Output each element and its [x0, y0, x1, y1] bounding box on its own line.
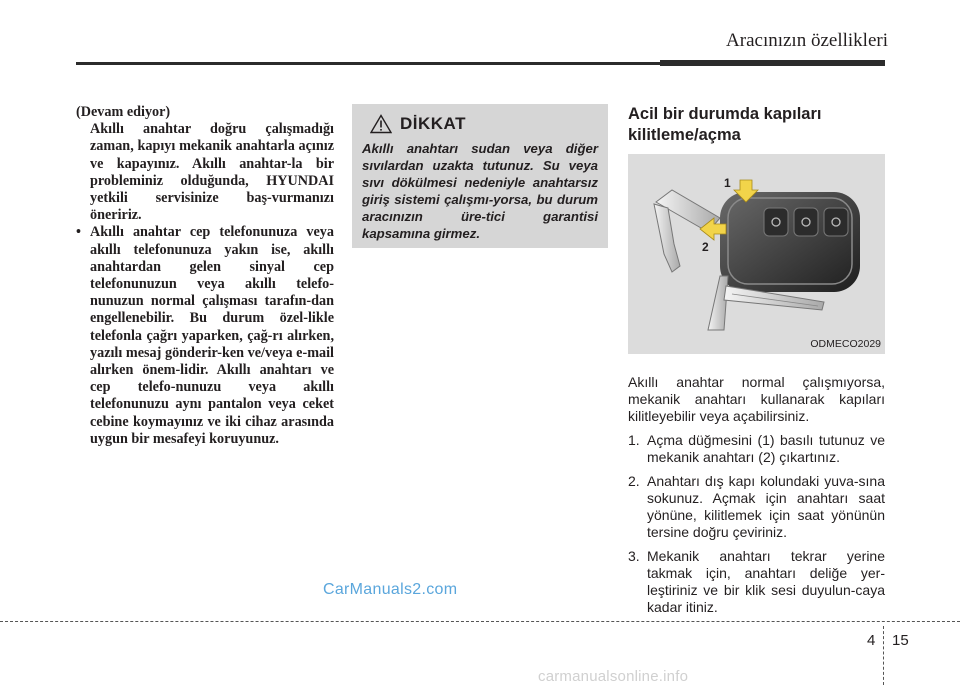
footer-rule	[0, 621, 960, 622]
section-title: Acil bir durumda kapıları kilitleme/açma	[628, 105, 822, 144]
right-column	[628, 104, 885, 623]
caution-box	[352, 104, 608, 248]
list-item	[628, 548, 885, 616]
list-item	[628, 432, 885, 466]
step-text: Anahtarı dış kapı kolundaki yuva-sına sokunuz. Açmak için anahtarı saat yönüne, kilitlemek için saat yönünün tersine doğru çeviriniz.	[647, 473, 885, 540]
step-number: 3.	[628, 548, 640, 564]
step-text: Mekanik anahtarı tekrar yerine takmak için, anahtarı deliğe yer-leştiriniz ve bir klik sesi duyulun-caya kadar itiniz.	[647, 548, 885, 615]
smart-key-malfunction-paragraph: Akıllı anahtar doğru çalışmadığı zaman, kapıyı mekanik anahtarla açınız ve kapayınız. Akıllı anahtar-la bir probleminiz olduğunda, HYUNDAI yetkili servisinize baş-vurmanızı öneririz.	[90, 121, 334, 224]
header-rule	[76, 62, 885, 65]
caution-text: Akıllı anahtarı sudan veya diğer sıvılardan uzakta tutunuz. Su veya sıvı dökülmesi nedeniyle anahtarsız giriş sistemi çalışmı-yorsa, bu durum aracınızın üre-tici garantisi kapsamına girmez.	[362, 141, 598, 241]
warning-triangle-icon	[370, 114, 392, 134]
left-column	[76, 104, 334, 448]
caution-header	[370, 114, 598, 134]
list-item	[628, 473, 885, 541]
figure-label-2: 2	[702, 240, 709, 254]
caution-title: DİKKAT	[400, 114, 466, 133]
bottom-watermark: carmanualsonline.info	[538, 668, 689, 685]
step-text: Açma düğmesini (1) basılı tutunuz ve mekanik anahtarı (2) çıkartınız.	[647, 432, 885, 465]
footer-divider	[883, 626, 884, 685]
smart-key-illustration	[628, 154, 885, 354]
smart-key-figure	[628, 154, 885, 354]
step-number: 2.	[628, 473, 640, 489]
phone-interference-bullet: • Akıllı anahtar cep telefonunuza veya akıllı telefonunuza yakın ise, akıllı anahtardan gelen sinyal cep telefonunuzun veya akıllı telefo-nunuzun normal çalışması tarafın-dan engellenebilir. Bu durum özel-likle telefonla çağrı yaparken, çağ-rı alırken, yazılı mesaj gönderir-ken ve/veya e-mail alırken önem-lidir. Akıllı anahtarı ve cep telefo-nunuzu veya akıllı telefonunuzu aynı pantalon veya ceket cebine koymayınız ve iki cihaz arasında uygun bir mesafeyi koruyunuz.	[76, 224, 334, 448]
watermark-link[interactable]: CarManuals2.com	[323, 581, 458, 598]
step-number: 1.	[628, 432, 640, 448]
steps-list	[628, 432, 885, 616]
page-header-title: Aracınızın özellikleri	[726, 30, 888, 51]
continued-label: (Devam ediyor)	[76, 104, 171, 120]
figure-label-1: 1	[724, 176, 731, 190]
figure-code: ODMECO2029	[810, 338, 881, 350]
chapter-number: 4	[867, 632, 876, 649]
page-number: 15	[892, 632, 909, 649]
intro-paragraph: Akıllı anahtar normal çalışmıyorsa, mekanik anahtarı kullanarak kapıları kilitleyebilir veya açabilirsiniz.	[628, 374, 885, 424]
